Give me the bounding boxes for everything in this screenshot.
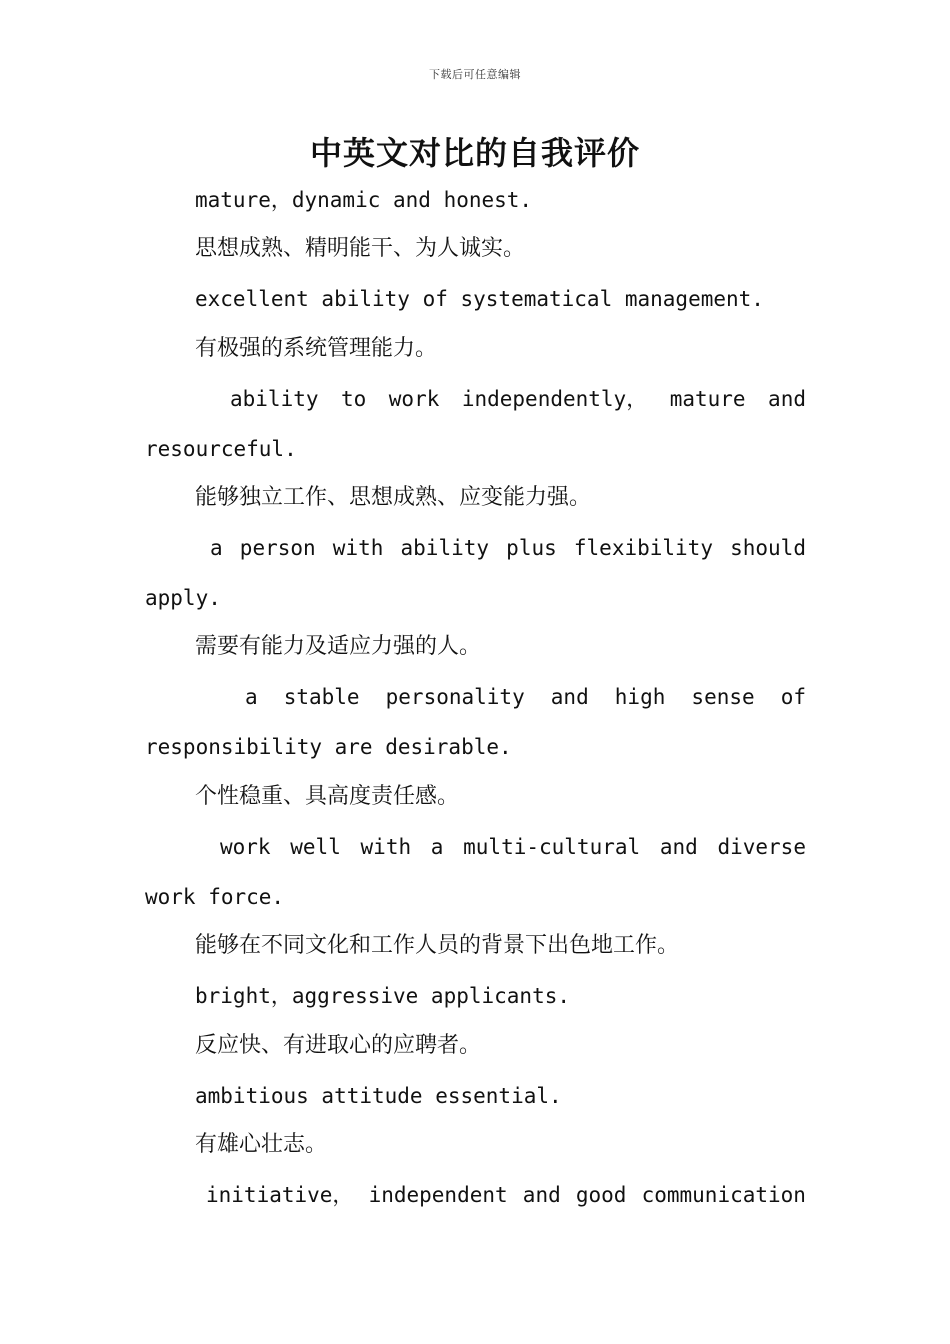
- text-line: 需要有能力及适应力强的人。: [195, 634, 482, 659]
- text-line-justified: [220, 833, 806, 861]
- word: and: [522, 1183, 561, 1207]
- text-line: bright，aggressive applicants.: [195, 984, 571, 1008]
- word: flexibility: [573, 536, 713, 560]
- word: ability: [400, 536, 490, 560]
- word: to: [341, 387, 367, 411]
- word: work: [220, 835, 271, 859]
- word: with: [332, 536, 384, 560]
- word: and: [659, 835, 698, 859]
- text-line: mature，dynamic and honest.: [195, 188, 533, 212]
- word: good: [575, 1183, 627, 1207]
- word: sense: [691, 685, 755, 709]
- word: mature: [669, 387, 746, 411]
- word: and: [768, 387, 806, 411]
- text-line: 思想成熟、精明能干、为人诚实。: [195, 236, 526, 261]
- word: independently，: [461, 387, 648, 411]
- text-line: 有雄心壮志。: [195, 1132, 328, 1157]
- word: person: [239, 536, 316, 560]
- word: initiative，: [206, 1183, 354, 1207]
- text-line: 能够独立工作、思想成熟、应变能力强。: [195, 485, 592, 510]
- word: independent: [368, 1183, 508, 1207]
- text-line-justified: [245, 683, 806, 711]
- word: ability: [230, 387, 319, 411]
- word: plus: [506, 536, 557, 560]
- header-note: 下载后可任意编辑: [429, 68, 521, 81]
- text-line-justified: [206, 1181, 806, 1209]
- word: a: [430, 835, 444, 859]
- word: and: [550, 685, 589, 709]
- text-line: resourceful.: [145, 437, 297, 461]
- text-line: 能够在不同文化和工作人员的背景下出色地工作。: [195, 933, 680, 958]
- text-line: work force.: [145, 885, 285, 909]
- word: a: [245, 685, 258, 709]
- page-title: 中英文对比的自我评价: [309, 134, 640, 172]
- text-line-justified: [230, 385, 806, 413]
- text-line: apply.: [145, 586, 221, 610]
- word: with: [360, 835, 412, 859]
- word: high: [614, 685, 666, 709]
- word: well: [290, 835, 341, 859]
- word: diverse: [717, 835, 806, 859]
- word: of: [780, 685, 806, 709]
- text-line: 个性稳重、具高度责任感。: [195, 784, 460, 809]
- text-line: 反应快、有进取心的应聘者。: [195, 1033, 482, 1058]
- text-line: ambitious attitude essential.: [195, 1084, 562, 1108]
- word: communication: [641, 1183, 806, 1207]
- text-line: excellent ability of systematical management.: [195, 287, 764, 311]
- word: personality: [385, 685, 525, 709]
- word: a: [210, 536, 223, 560]
- word: multi-cultural: [463, 835, 641, 859]
- word: work: [388, 387, 440, 411]
- word: should: [730, 536, 806, 560]
- text-line: 有极强的系统管理能力。: [195, 336, 438, 361]
- text-line-justified: [210, 534, 806, 562]
- text-line: responsibility are desirable.: [145, 735, 512, 759]
- word: stable: [283, 685, 360, 709]
